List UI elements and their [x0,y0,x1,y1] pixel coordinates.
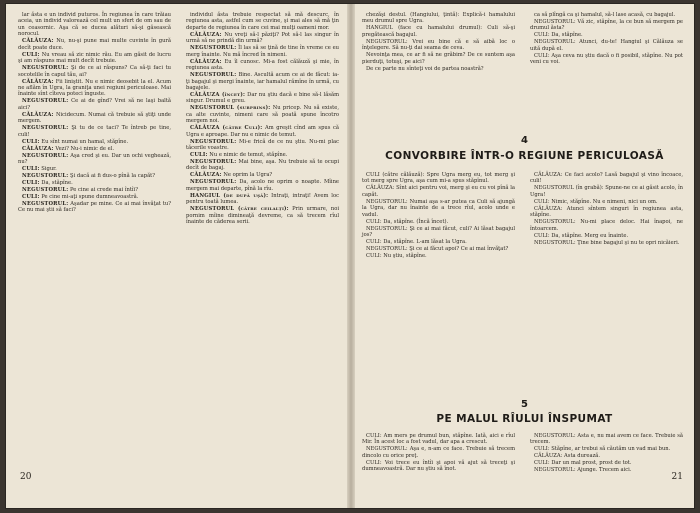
book-gutter [347,4,355,508]
dialogue-paragraph: NEGUSTORUL: Ce ai de gînd? Vrei să ne laşi baltă aici? [18,98,171,111]
right-mid-column-2 [530,172,683,384]
dialogue-paragraph: CULI: Am mers pe drumul bun, stăpîne. Iată, aici e rîul Mir. În acest loc a fost vadul, dar apa a crescut. [362,433,515,446]
dialogue-paragraph: NEGUSTORUL (către ceilalţi): Prin urmare, noi pornim mîine dimineaţă devreme, ca să trecem rîul înainte de căderea serii. [186,206,339,226]
dialogue-paragraph: CULI (către călăuză): Spre Ugra merg eu, tot merg şi tot merg spre Ugra, aşa cum mi-a spus stăpînul. [362,172,515,185]
dialogue-paragraph: NEGUSTORUL: Da, acolo ne oprim o noapte. Mîine mergem mai departe, pînă la rîu. [186,179,339,192]
dialogue-paragraph: NEGUSTORUL: Bine. Ascultă acum ce ai de făcut: ia-ţi bagajul şi mergi înainte, iar hamalul rămîne în urmă, cu bagajele. [186,72,339,91]
scene-5-number: 5 [521,399,528,410]
right-bottom-column-2 [530,433,683,474]
dialogue-paragraph: NEGUSTORUL: Aşa e, n-am ce face. Trebuie să trecem dincolo cu orice preţ. [362,446,515,459]
book-spread [6,4,694,508]
dialogue-paragraph: NEGUSTORUL: Şi de ce ai răspuns? Ca să-ţi faci tu socotelile în capul tău, ai? [18,65,171,78]
dialogue-paragraph: CULI: Da, stăpîne. [22,179,73,186]
dialogue-paragraph: CULI: Nimic, stăpîne. Nu e nimeni, nici un om. [534,198,658,205]
dialogue-paragraph: CULI: Eu sînt numai un hamal, stăpîne. [22,138,129,145]
dialogue-paragraph: NEGUSTORUL: Îl las să se ţină de tine în vreme ce eu merg înainte. Nu mă încred în nimeni. [186,45,339,58]
dialogue-paragraph: CĂLĂUZA: Fii liniştit. Nu e nimic deosebit la el. Acum ne aflăm în Ugra, la graniţa unei regiuni periculoase. Mai înainte sînt cîteva poteci înguste. [18,78,171,98]
dialogue-paragraph: CULI: Sigur. [22,165,57,172]
dialogue-paragraph: CULI: Nu vreau să zic nimic rău. Eu am găsit de lucru şi am răspuns mai mult decît trebuie. [18,51,171,65]
dialogue-paragraph: CĂLĂUZA: Sînt aici pentru voi, merg şi eu cu voi pînă la capăt. [362,185,515,198]
dialogue-paragraph: CĂLĂUZA (către Culi): Am greşit cînd am spus că Ugra e aproape. Dar nu e nimic de temut. [186,125,339,138]
dialogue-paragraph: NEGUSTORUL (surprins): Nu pricep. Nu să existe, ca alte cuvinte, nimeni care să poată spune încotro mergem noi. [186,105,339,125]
dialogue-paragraph: CULI: Dar un mal prost, prost de tot. [534,460,632,467]
dialogue-paragraph: CĂLĂUZA: Nu vreţi să-l păziţi? Pot să-l las singur în urmă să ne prindă din urmă? [186,31,339,45]
dialogue-paragraph: CULI: Nu e nimic de temut, stăpîne. [190,152,288,159]
dialogue-paragraph: NEGUSTORUL (în grabă): Spune-ne ce ai găsit acolo, în Ugra! [530,185,683,198]
dialogue-paragraph: NEGUSTORUL: Şi tu de ce taci? Te întreb pe tine, culi! [18,125,171,138]
dialogue-paragraph: CULI: Voi trece eu întîi şi apoi vă ajut să treceţi şi dumneavoastră. Dar nu ştiu să înot. [362,459,515,473]
dialogue-paragraph: CULI: Da, stăpîne. L-am lăsat la Ugra. [366,239,467,246]
right-mid-column-1 [362,172,515,384]
dialogue-paragraph: CULI: Da, stăpîne. Merg eu înainte. [534,232,629,239]
dialogue-paragraph: CĂLĂUZA: Atunci sîntem singuri în regiunea asta, stăpîne. [530,205,683,219]
dialogue-paragraph: CĂLĂUZA: Nu, nu-şi pune mai multe cuvinte în gură decît poate duce. [18,38,171,51]
left-column-1 [18,12,171,467]
dialogue-paragraph: NEGUSTORUL: Asta e, nu mai avem ce face. Trebuie să trecem. [530,433,683,446]
dialogue-paragraph: NEGUSTORUL: Vrei eu bine că e să aibă loc o înţelegere. Să nu-ţi dai seama de ceva. [362,38,515,52]
dialogue-paragraph: CULI: Aşa ceva nu ştiu dacă o fi posibil, stăpîne. Nu pot veni cu voi. [530,52,683,66]
dialogue-paragraph: CĂLĂUZA: Asta durează. [534,453,601,460]
dialogue-paragraph: CULI: Pe cine mi-aţi spune dumneavoastră. [22,193,139,200]
dialogue-paragraph: CĂLĂUZA: Ce faci acolo? Lasă bagajul şi vino încoace, culi! [530,172,683,185]
dialogue-paragraph: NEGUSTORUL: Vă zic, stăpîne, la ce bun să mergem pe drumul ăsta? [530,18,683,32]
dialogue-paragraph: CĂLĂUZA: Nicidecum. Numai că trebuie să ştiţi unde mergem. [18,111,171,125]
right-page [362,12,687,502]
right-top-column-2 [530,12,683,118]
dialogue-paragraph: NEGUSTORUL: Ţine bine bagajul şi nu te opri nicăieri. [534,239,680,246]
scene-4-number: 4 [521,135,528,146]
right-bottom-column-1 [362,433,515,473]
dialogue-paragraph: NEGUSTORUL: Atunci, du-te! Hangiul şi Călăuza se uită după el. [530,39,683,52]
dialogue-paragraph: lar ăsta e un individ puturos. În regiunea în care trăiau aceia, un individ valorează cel mult un sfert de om sau de un ceasornic. Aşa că se ducea alături să-şi găsească norocul. [18,12,171,38]
dialogue-paragraph: HANGIUL (face cu hamalului drumul): Culi să-şi pregătească bagajul. [362,25,515,38]
dialogue-paragraph: NEGUSTORUL: Mai bine, aşa. Nu trebuie să te ocupi decît de bagaj. [186,158,339,172]
left-page [18,12,343,502]
dialogue-paragraph: CĂLĂUZA (încet): Dar nu ştiu dacă e bine să-l lăsăm singur. Drumul e greu. [186,91,339,105]
dialogue-paragraph: NEGUSTORUL: Numai aşa s-ar putea ca Culi să ajungă la Ugra, dar nu înainte de a trece rîul, acolo unde e vadul. [362,198,515,218]
dialogue-paragraph: NEGUSTORUL: Nu-mi place deloc. Hai înapoi, ne întoarcem. [530,219,683,232]
dialogue-paragraph: NEGUSTORUL: Aşa cred şi eu. Dar un ochi veghează, nu? [18,152,171,165]
dialogue-paragraph: De ce parte nu sînteţi voi de partea noastră? [366,65,484,72]
left-page-number: 20 [20,472,32,482]
dialogue-paragraph: ca să plîngă ca şi hamalul, să-l lase acasă, cu bagajul. [534,12,676,18]
dialogue-paragraph: CULI: Da, stăpîne. [534,32,583,39]
right-page-number: 21 [671,472,683,482]
dialogue-paragraph: Nevoinţa mea, ce ar fi să ne grăbim? De ce suntem aşa pierduţi, totuşi, pe aici? [362,52,515,65]
dialogue-paragraph: NEGUSTORUL: Ajunge. Trecem aici. [534,467,632,474]
dialogue-paragraph: CĂLĂUZA: Ne oprim la Ugra? [190,172,273,179]
dialogue-paragraph: CULI: Stăpîne, ar trebui să căutăm un vad mai bun. [534,446,671,453]
dialogue-paragraph: NEGUSTORUL: Aşadar pe mine. Ce ai mai învăţat tu? Ce nu mai ştii să faci? [18,200,171,214]
dialogue-paragraph: NEGUSTORUL: Pe cine ai crede mai întîi? [22,186,139,193]
dialogue-paragraph: NEGUSTORUL: Şi ce ai făcut apoi? Ce ai mai învăţat? [366,245,509,252]
dialogue-paragraph: CĂLĂUZA: Vezi? Nu-i nimic de el. [22,145,114,152]
left-column-2 [186,12,339,467]
dialogue-paragraph: NEGUSTORUL: Şi ce ai mai făcut, culi? Ai lăsat bagajul jos? [362,225,515,239]
dialogue-paragraph: HANGIUL (de după uşă): Intraţi, intraţi! Avem loc pentru toată lumea. [186,192,339,206]
scene-4-title: CONVORBIRE ÎNTR-O REGIUNE PERICULOASĂ [385,150,664,162]
dialogue-paragraph: CĂLĂUZA: Eu îl cunosc. Mi-a fost călăuză şi mie, în regiunea asta. [186,58,339,72]
dialogue-paragraph: NEGUSTORUL: Şi dacă ai fi dus-o pînă la capăt? [22,172,156,179]
dialogue-paragraph: CULI: Nu ştiu, stăpîne. [366,252,427,259]
dialogue-paragraph: individul ăsta trebuie respectat să mă descurc, în regiunea asta, astfel cum se cuvine, şi mai ales să mă ţin departe de regiunea în care cei mai mulţi oameni mor. [186,12,339,31]
scene-5-title: PE MALUL RÎULUI ÎNSPUMAT [436,413,613,425]
dialogue-paragraph: NEGUSTORUL: Mi-e frică de ce nu ştiu. Nu-mi plac tăcerile voastre. [186,138,339,152]
dialogue-paragraph: CULI: Da, stăpîne. (Încă încet). [366,218,449,225]
dialogue-paragraph: chezăşi destul. (Hangiului, ţintă): Explică-i hamalului meu drumul spre Ugra. [362,12,515,25]
right-top-column-1 [362,12,515,118]
